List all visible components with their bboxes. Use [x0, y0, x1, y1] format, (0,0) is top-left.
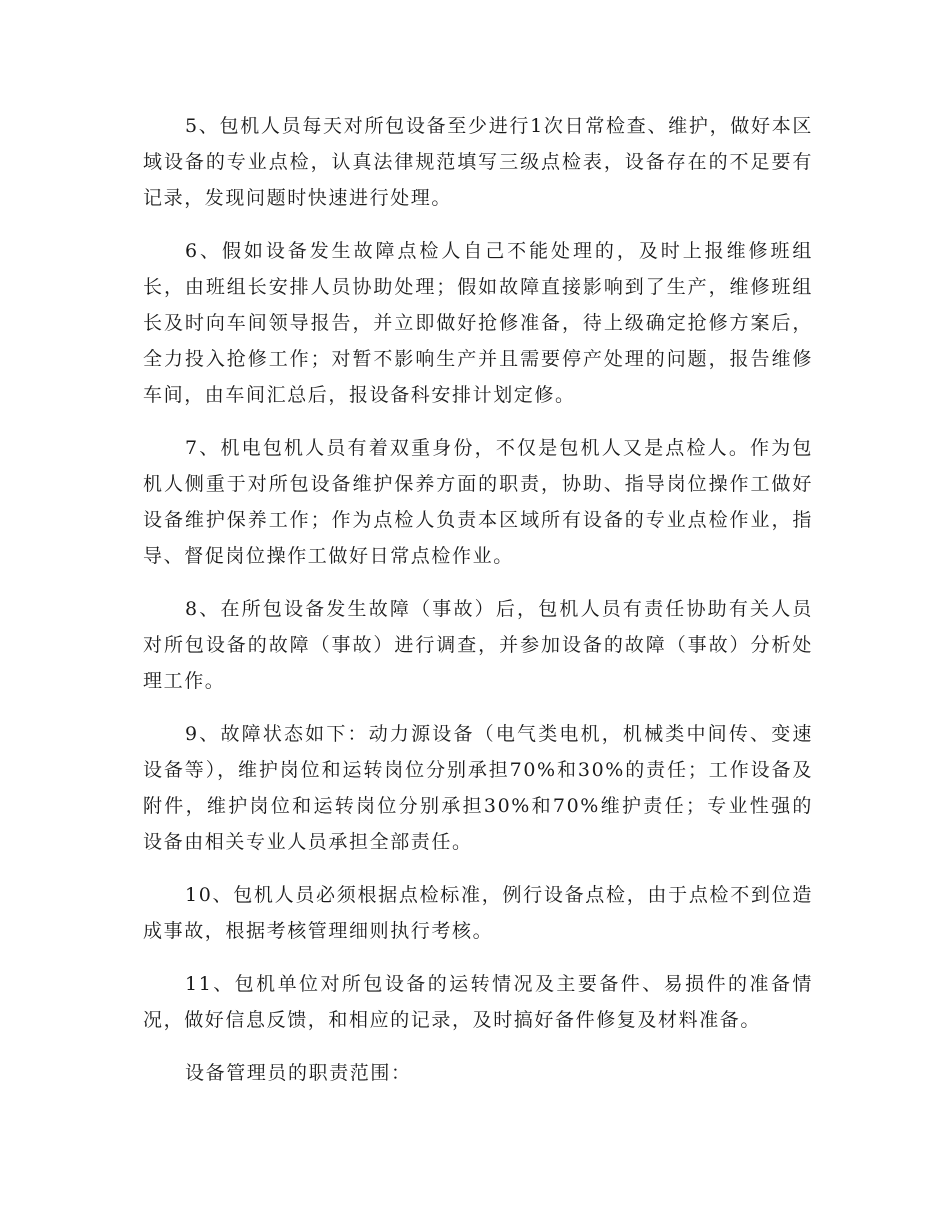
paragraph-8: 8、在所包设备发生故障（事故）后，包机人员有责任协助有关人员对所包设备的故障（事故）进行调查，并参加设备的故障（事故）分析处理工作。 [143, 598, 813, 692]
paragraph-11: 11、包机单位对所包设备的运转情况及主要备件、易损件的准备情况，做好信息反馈，和相应的记录，及时搞好备件修复及材料准备。 [143, 973, 813, 1031]
paragraph-6: 6、假如设备发生故障点检人自己不能处理的，及时上报维修班组长，由班组长安排人员协助处理；假如故障直接影响到了生产，维修班组长及时向车间领导报告，并立即做好抢修准备，待上级确定抢修方案后，全力投入抢修工作；对暂不影响生产并且需要停产处理的问题，报告维修车间，由车间汇总后，报设备科安排计划定修。 [143, 240, 813, 406]
paragraph-7: 7、机电包机人员有着双重身份，不仅是包机人又是点检人。作为包机人侧重于对所包设备维护保养方面的职责，协助、指导岗位操作工做好设备维护保养工作；作为点检人负责本区域所有设备的专业点检作业，指导、督促岗位操作工做好日常点检作业。 [143, 437, 813, 567]
paragraph-10: 10、包机人员必须根据点检标准，例行设备点检，由于点检不到位造成事故，根据考核管理细则执行考核。 [143, 884, 813, 942]
section-heading: 设备管理员的职责范围： [185, 1062, 412, 1084]
paragraph-9: 9、故障状态如下：动力源设备（电气类电机，机械类中间传、变速设备等），维护岗位和运转岗位分别承担70%和30%的责任；工作设备及附件，维护岗位和运转岗位分别承担30%和70%维护责任；专业性强的设备由相关专业人员承担全部责任。 [143, 723, 813, 853]
document-body [143, 108, 813, 1091]
paragraph-5: 5、包机人员每天对所包设备至少进行1次日常检查、维护，做好本区域设备的专业点检，认真法律规范填写三级点检表，设备存在的不足要有记录，发现问题时快速进行处理。 [143, 115, 813, 209]
